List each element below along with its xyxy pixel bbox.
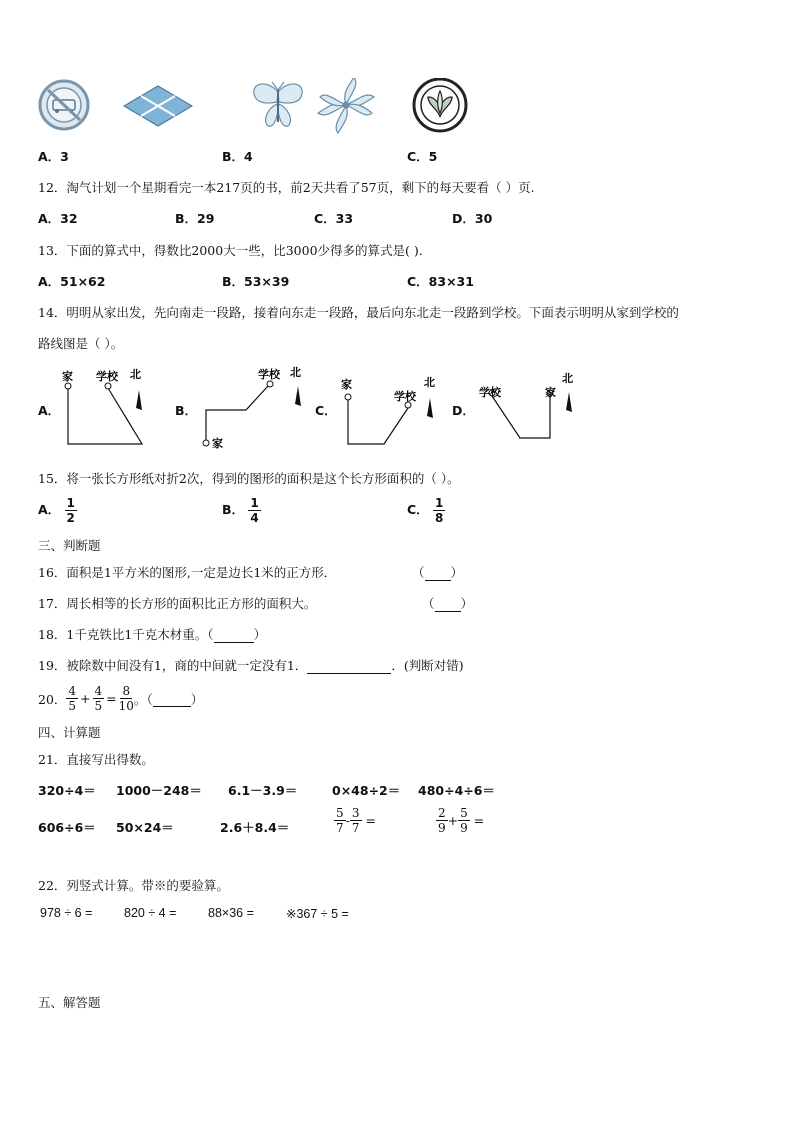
q12-option-c[interactable]: C．33: [314, 211, 354, 226]
denominator: 10: [118, 699, 134, 713]
route-a-north-label: 北: [130, 368, 141, 381]
q21-item: 320÷4＝: [38, 783, 96, 798]
denominator: 7: [351, 821, 360, 835]
q16-text: 16．面积是1平方米的图形,一定是边长1米的正方形．: [38, 565, 337, 580]
leaf-badge-icon: [414, 79, 466, 131]
answer-blank[interactable]: [425, 565, 451, 581]
minus-sign: -: [345, 813, 350, 828]
q14-text-line2: 路线图是（ ）。: [38, 336, 124, 351]
q15-option-a-label: A．: [38, 502, 61, 517]
q15-text: 15．将一张长方形纸对折2次，得到的图形的面积是这个长方形面积的（ ）。: [38, 471, 460, 486]
q21-item: 2.6＋8.4＝: [220, 820, 290, 835]
q12-option-b[interactable]: B．29: [175, 211, 215, 226]
denominator: 5: [94, 699, 103, 713]
section-4-heading: 四、计算题: [38, 725, 101, 740]
q22-item: 88×36 =: [208, 906, 254, 920]
q20-number: 20．: [38, 691, 67, 707]
q22-item: 820 ÷ 4 =: [124, 906, 177, 920]
fraction: [436, 806, 448, 835]
q18-line: [38, 625, 266, 643]
q11-option-a[interactable]: A．3: [38, 149, 69, 164]
q20-tail: 。（: [133, 691, 153, 707]
numerator: 4: [68, 684, 77, 698]
numerator: 5: [460, 806, 468, 820]
q20-line: [38, 684, 203, 713]
q14-option-a[interactable]: A．: [38, 403, 61, 418]
q13-option-c[interactable]: C．83×31: [407, 274, 474, 289]
q12-option-a[interactable]: A．32: [38, 211, 78, 226]
denominator: 7: [336, 821, 344, 835]
north-arrow-icon: [295, 386, 301, 406]
paren-right: ）: [450, 565, 464, 580]
route-d-school-label: 学校: [479, 386, 501, 399]
numerator: 8: [122, 684, 131, 698]
q15-option-b[interactable]: [222, 496, 261, 525]
q15-option-c-label: C．: [407, 502, 429, 517]
equals-sign: =: [106, 691, 117, 706]
q15-option-a[interactable]: [38, 496, 77, 525]
route-d-home-label: 家: [545, 386, 556, 399]
denominator: 2: [66, 511, 75, 525]
paren-right: ）: [460, 596, 474, 611]
route-map-b: [196, 364, 316, 454]
route-map-a: [56, 364, 161, 454]
q22-item: ※367 ÷ 5 =: [286, 907, 349, 921]
fraction: [66, 684, 78, 713]
answer-blank[interactable]: [307, 658, 391, 674]
numerator: 5: [336, 806, 344, 820]
route-a-school-label: 学校: [96, 370, 118, 383]
q11-figures: [36, 78, 476, 138]
answer-blank[interactable]: [214, 627, 254, 643]
q18-text: 18．1千克铁比1千克木材重。（: [38, 627, 214, 642]
numerator: 1: [250, 496, 259, 510]
numerator: 3: [351, 806, 360, 820]
q13-option-b[interactable]: B．53×39: [222, 274, 290, 289]
plus-sign: +: [447, 813, 459, 828]
q12-text: 12．淘气计划一个星期看完一本217页的书，前2天共看了57页，剩下的每天要看（ ）页.: [38, 180, 535, 195]
route-a-home-label: 家: [62, 370, 73, 383]
fraction: [458, 806, 470, 835]
q11-option-c[interactable]: C．5: [407, 149, 438, 164]
fraction: [119, 684, 134, 713]
q21-text: 21．直接写出得数。: [38, 752, 154, 767]
q14-option-b[interactable]: B．: [175, 403, 198, 418]
denominator: 8: [435, 511, 444, 525]
fraction: [93, 684, 105, 713]
paren-right: ）: [253, 627, 267, 642]
q12-option-d[interactable]: D．30: [452, 211, 493, 226]
route-d-north-label: 北: [562, 372, 573, 385]
route-b-home-label: 家: [212, 437, 223, 450]
route-b-north-label: 北: [290, 366, 301, 379]
q16-answer-paren[interactable]: [412, 563, 463, 581]
q13-text: 13．下面的算式中，得数比2000大一些，比3000少得多的算式是( ).: [38, 243, 423, 258]
route-c-home-label: 家: [341, 378, 352, 391]
equals-sign: =: [473, 813, 485, 828]
fraction: [334, 806, 346, 835]
north-arrow-icon: [136, 390, 142, 410]
q14-option-c[interactable]: C．: [315, 403, 337, 418]
denominator: 9: [460, 821, 468, 835]
denominator: 4: [250, 511, 259, 525]
q14-text-line1: 14．明明从家出发，先向南走一段路，接着向东走一段路，最后向东北走一段路到学校。下面表示明明从家到学校的: [38, 305, 679, 320]
q19-suffix: ．(判断对错): [391, 658, 464, 673]
route-map-c: [336, 364, 446, 454]
q21-item: 6.1－3.9＝: [228, 783, 298, 798]
fraction: [433, 496, 445, 525]
route-b-school-label: 学校: [258, 368, 280, 381]
butterfly-icon: [254, 82, 302, 126]
q19-line: [38, 656, 464, 674]
north-arrow-icon: [427, 398, 433, 418]
q22-text: 22．列竖式计算。带※的要验算。: [38, 878, 229, 893]
route-c-north-label: 北: [424, 376, 435, 389]
denominator: 5: [68, 699, 77, 713]
section-5-heading: 五、解答题: [38, 995, 101, 1010]
section-3-heading: 三、判断题: [38, 538, 101, 553]
q21-fraction-item: [334, 806, 376, 835]
fraction: [248, 496, 260, 525]
diamond-grid-icon: [124, 86, 192, 126]
q17-text: 17．周长相等的长方形的面积比正方形的面积大。: [38, 596, 317, 611]
no-car-sign-icon: [40, 81, 88, 129]
q22-item: 978 ÷ 6 =: [40, 906, 93, 920]
paren-left: （: [422, 596, 435, 611]
q19-text: 19．被除数中间没有1，商的中间就一定没有1．: [38, 658, 308, 673]
q15-option-c[interactable]: [407, 496, 445, 525]
paren-left: （: [412, 565, 425, 580]
numerator: 2: [438, 806, 446, 820]
denominator: 9: [438, 821, 446, 835]
q17-answer-paren[interactable]: [422, 594, 473, 612]
q21-item: 606÷6＝: [38, 820, 96, 835]
route-map-d: [470, 364, 585, 454]
fraction: [350, 806, 362, 835]
q21-fraction-item: [436, 806, 484, 835]
north-arrow-icon: [566, 392, 572, 412]
q15-option-b-label: B．: [222, 502, 245, 517]
q21-item: 0×48÷2＝: [332, 783, 401, 798]
numerator: 1: [435, 496, 444, 510]
q14-option-d[interactable]: D．: [452, 403, 475, 418]
answer-blank[interactable]: [153, 691, 191, 707]
answer-blank[interactable]: [435, 596, 461, 612]
pinwheel-icon: [318, 78, 374, 133]
q21-item: 1000－248＝: [116, 783, 202, 798]
numerator: 1: [66, 496, 75, 510]
q21-item: 480÷4÷6＝: [418, 783, 495, 798]
plus-sign: +: [80, 691, 91, 706]
fraction: [65, 496, 77, 525]
numerator: 4: [94, 684, 103, 698]
q11-option-b[interactable]: B．4: [222, 149, 253, 164]
q13-option-a[interactable]: A．51×62: [38, 274, 106, 289]
paren-right: ）: [190, 691, 204, 707]
equals-sign: =: [365, 813, 376, 828]
q21-item: 50×24＝: [116, 820, 174, 835]
route-c-school-label: 学校: [394, 390, 416, 403]
